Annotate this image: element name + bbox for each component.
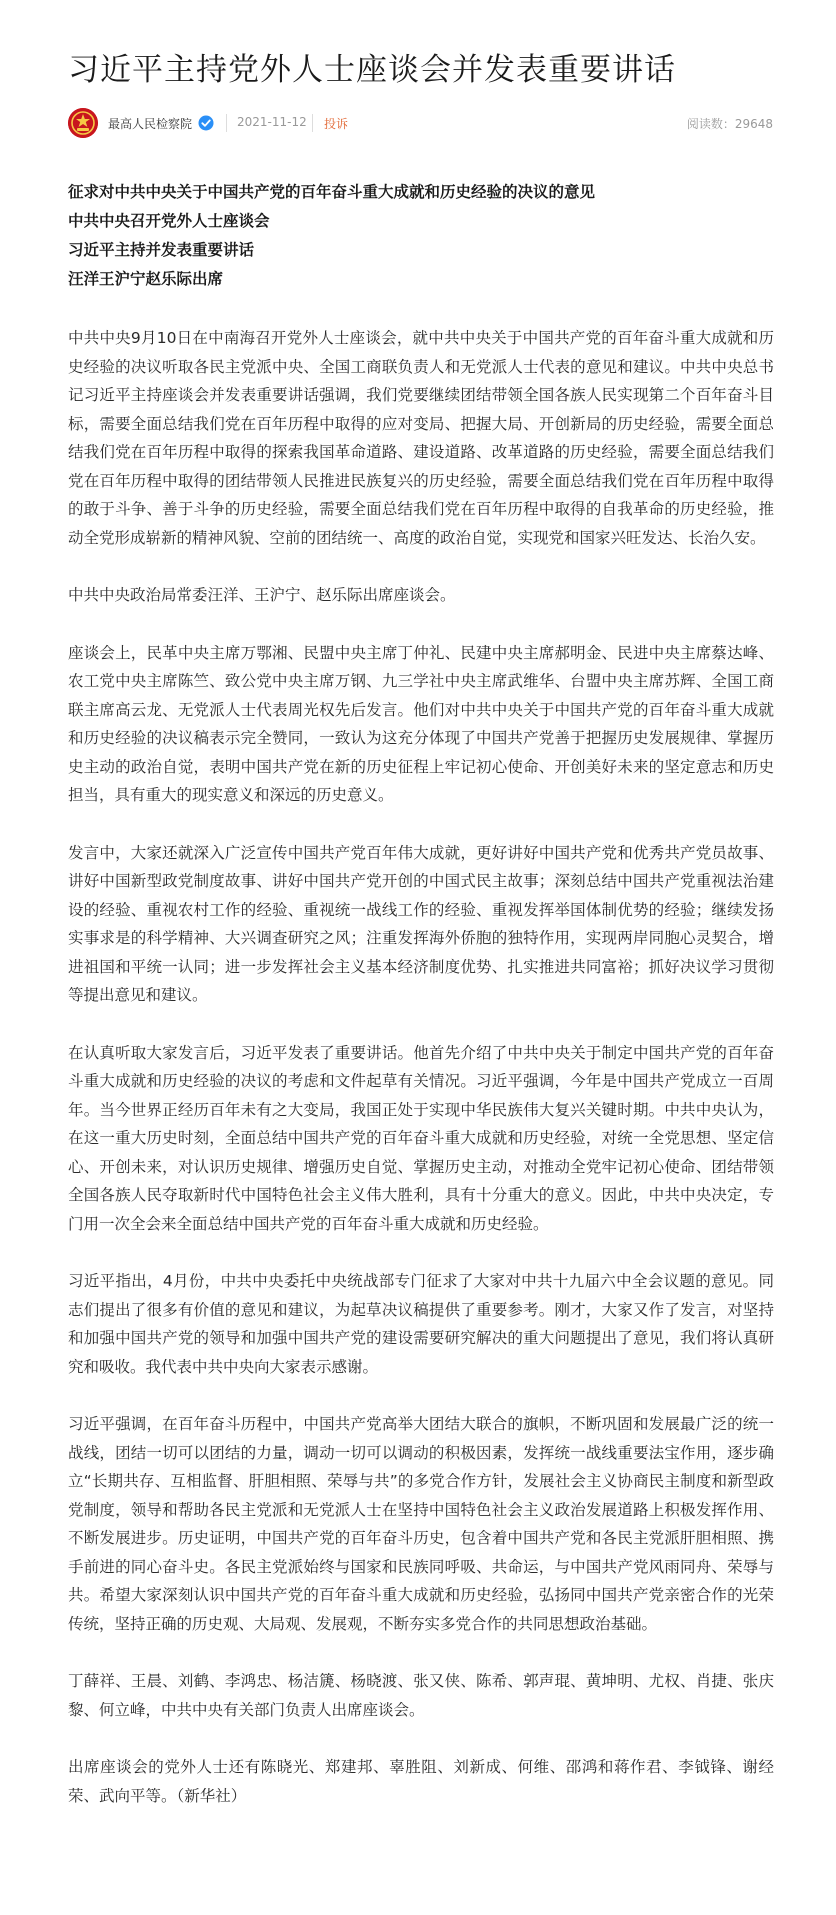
verified-badge-icon (198, 115, 214, 131)
author-name[interactable]: 最高人民检察院 (108, 117, 193, 131)
headline-block (68, 178, 774, 294)
article-title: 习近平主持党外人士座谈会并发表重要讲话 (68, 52, 676, 88)
headline-line: 征求对中共中央关于中国共产党的百年奋斗重大成就和历史经验的决议的意见 (68, 183, 596, 201)
meta-divider (312, 114, 313, 132)
article-paragraph: 丁薛祥、王晨、刘鹤、李鸿忠、杨洁篪、杨晓渡、张又侠、陈希、郭声琨、黄坤明、尤权、肖捷、张庆黎、何立峰，中共中央有关部门负责人出席座谈会。 (68, 1672, 774, 1719)
headline-line: 中共中央召开党外人士座谈会 (68, 212, 270, 230)
article-paragraph: 出席座谈会的党外人士还有陈晓光、郑建邦、辜胜阻、刘新成、何维、邵鸿和蒋作君、李钺锋、谢经荣、武向平等。（新华社） (68, 1758, 774, 1805)
headline-line: 汪洋王沪宁赵乐际出席 (68, 270, 224, 288)
headline-line: 习近平主持并发表重要讲话 (68, 241, 255, 259)
publish-date: 2021-11-12 (237, 115, 307, 129)
article-paragraph: 习近平指出，4月份，中共中央委托中央统战部专门征求了大家对中共十九届六中全会议题的意见。同志们提出了很多有价值的意见和建议，为起草决议稿提供了重要参考。刚才，大家又作了发言，对坚持和加强中国共产党的领导和加强中国共产党的建设需要研究解决的重大问题提出了意见，我们将认真研究和吸收。我代表中共中央向大家表示感谢。 (68, 1272, 774, 1376)
article-meta (68, 108, 773, 140)
article-body (68, 178, 774, 1839)
emblem-graphic (68, 108, 98, 138)
report-link[interactable]: 投诉 (324, 117, 349, 131)
article-paragraph: 在认真听取大家发言后，习近平发表了重要讲话。他首先介绍了中共中央关于制定中国共产党的百年奋斗重大成就和历史经验的决议的考虑和文件起草有关情况。习近平强调，今年是中国共产党成立一百周年。当今世界正经历百年未有之大变局，我国正处于实现中华民族伟大复兴关键时期。中共中央认为，在这一重大历史时刻，全面总结中国共产党的百年奋斗重大成就和历史经验，对统一全党思想、坚定信心、开创未来，对认识历史规律、增强历史自觉、掌握历史主动，对推动全党牢记初心使命、团结带领全国各族人民夺取新时代中国特色社会主义伟大胜利，具有十分重大的意义。因此，中共中央决定，专门用一次全会来全面总结中国共产党的百年奋斗重大成就和历史经验。 (68, 1043, 774, 1233)
article-paragraph: 中共中央政治局常委汪洋、王沪宁、赵乐际出席座谈会。 (68, 586, 456, 604)
view-count: 阅读数：29648 (686, 117, 773, 131)
article-paragraph: 座谈会上，民革中央主席万鄂湘、民盟中央主席丁仲礼、民建中央主席郝明金、民进中央主席蔡达峰、农工党中央主席陈竺、致公党中央主席万钢、九三学社中央主席武维华、台盟中央主席苏辉、全国工商联主席高云龙、无党派人士代表周光权先后发言。他们对中共中央关于中国共产党的百年奋斗重大成就和历史经验的决议稿表示完全赞同，一致认为这充分体现了中国共产党善于把握历史发展规律、掌握历史主动的政治自觉，表明中国共产党在新的历史征程上牢记初心使命、开创美好未来的坚定意志和历史担当，具有重大的现实意义和深远的历史意义。 (68, 643, 774, 804)
article-paragraph: 习近平强调，在百年奋斗历程中，中国共产党高举大团结大联合的旗帜，不断巩固和发展最广泛的统一战线，团结一切可以团结的力量，调动一切可以调动的积极因素，发挥统一战线重要法宝作用，逐步确立“长期共存、互相监督、肝胆相照、荣辱与共”的多党合作方针，发展社会主义协商民主制度和新型政党制度，领导和帮助各民主党派和无党派人士在坚持中国特色社会主义政治发展道路上积极发挥作用、不断发展进步。历史证明，中国共产党的百年奋斗历史，包含着中国共产党和各民主党派肝胆相照、携手前进的同心奋斗史。各民主党派始终与国家和民族同呼吸、共命运，与中国共产党风雨同舟、荣辱与共。希望大家深刻认识中国共产党的百年奋斗重大成就和历史经验，弘扬同中国共产党亲密合作的光荣传统，坚持正确的历史观、大局观、发展观，不断夯实多党合作的共同思想政治基础。 (68, 1415, 774, 1633)
meta-divider (226, 114, 227, 132)
procuratorate-emblem-icon[interactable] (68, 108, 98, 138)
article-paragraph: 中共中央9月10日在中南海召开党外人士座谈会，就中共中央关于中国共产党的百年奋斗重大成就和历史经验的决议听取各民主党派中央、全国工商联负责人和无党派人士代表的意见和建议。中共中央总书记习近平主持座谈会并发表重要讲话强调，我们党要继续团结带领全国各族人民实现第二个百年奋斗目标，需要全面总结我们党在百年历程中取得的应对变局、把握大局、开创新局的历史经验，需要全面总结我们党在百年历程中取得的探索我国革命道路、建设道路、改革道路的历史经验，需要全面总结我们党在百年历程中取得的团结带领人民推进民族复兴的历史经验，需要全面总结我们党在百年历程中取得的敢于斗争、善于斗争的历史经验，需要全面总结我们党在百年历程中取得的自我革命的历史经验，推动全党形成崭新的精神风貌、空前的团结统一、高度的政治自觉，实现党和国家兴旺发达、长治久安。 (68, 329, 774, 547)
article-paragraph: 发言中，大家还就深入广泛宣传中国共产党百年伟大成就，更好讲好中国共产党和优秀共产党员故事、讲好中国新型政党制度故事、讲好中国共产党开创的中国式民主故事；深刻总结中国共产党重视法治建设的经验、重视农村工作的经验、重视统一战线工作的经验、重视发挥举国体制优势的经验；继续发扬实事求是的科学精神、大兴调查研究之风；注重发挥海外侨胞的独特作用，实现两岸同胞心灵契合，增进祖国和平统一认同；进一步发挥社会主义基本经济制度优势、扎实推进共同富裕；抓好决议学习贯彻等提出意见和建议。 (68, 843, 774, 1004)
